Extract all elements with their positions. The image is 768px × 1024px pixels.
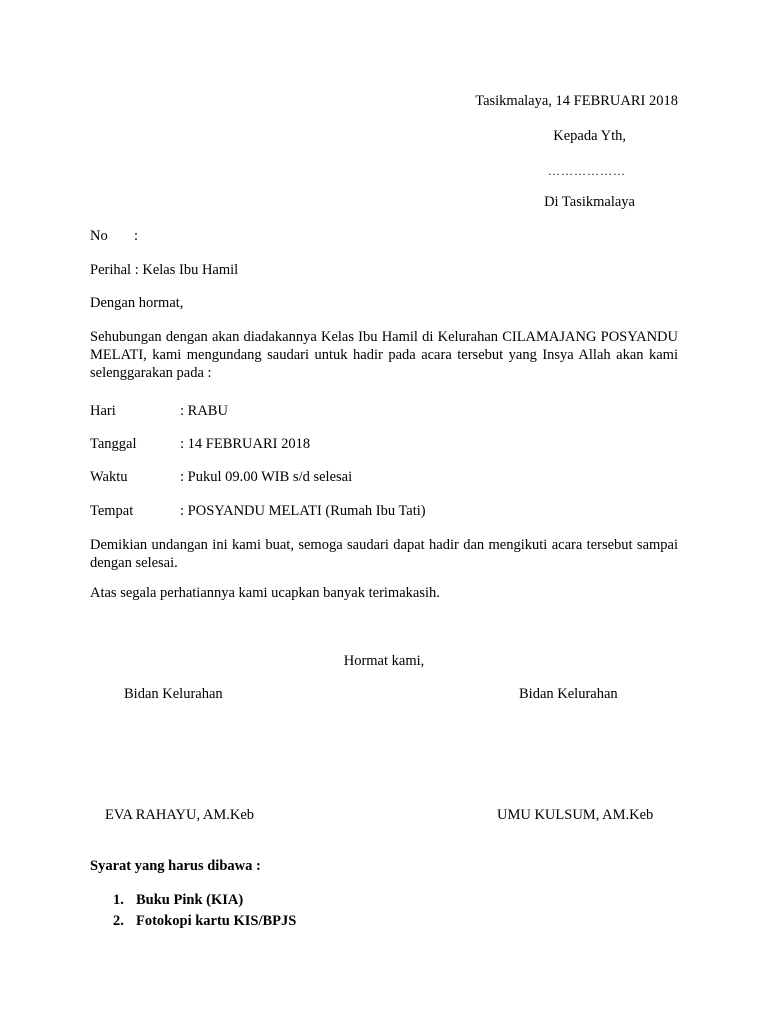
addressee-location: Di Tasikmalaya	[544, 194, 635, 210]
addressee-greeting: Kepada Yth,	[553, 128, 626, 144]
thanks-paragraph: Atas segala perhatiannya kami ucapkan banyak terimakasih.	[90, 585, 440, 601]
letter-subject: Perihal : Kelas Ibu Hamil	[90, 262, 239, 278]
signature-left-name: EVA RAHAYU, AM.Keb	[105, 807, 255, 823]
detail-value-place: : POSYANDU MELATI (Rumah Ibu Tati)	[180, 503, 426, 519]
list-item-text: Buku Pink (KIA)	[136, 892, 244, 908]
list-item-number: 1.	[113, 892, 124, 908]
regards: Hormat kami,	[343, 653, 425, 669]
intro-paragraph: Sehubungan dengan akan diadakannya Kelas Ibu Hamil di Kelurahan CILAMAJANG POSYANDU MELATI, kami mengundang saudari untuk hadir pada acara tersebut yang Insya Allah akan kami selenggarakan pada :	[90, 329, 678, 381]
list-item-text: Fotokopi kartu KIS/BPJS	[136, 913, 297, 929]
addressee-name-blank: ………………	[548, 164, 626, 178]
list-item-number: 2.	[113, 913, 124, 929]
letter-number-colon: :	[134, 228, 139, 244]
signature-right-title: Bidan Kelurahan	[519, 686, 618, 702]
closing-paragraph: Demikian undangan ini kami buat, semoga saudari dapat hadir dan mengikuti acara tersebut sampai dengan selesai.	[90, 537, 678, 571]
requirements-heading: Syarat yang harus dibawa :	[90, 858, 261, 874]
detail-label-time: Waktu	[90, 469, 128, 485]
detail-value-day: : RABU	[180, 403, 228, 419]
signature-right-name: UMU KULSUM, AM.Keb	[497, 807, 654, 823]
detail-value-time: : Pukul 09.00 WIB s/d selesai	[180, 469, 353, 485]
detail-value-date: : 14 FEBRUARI 2018	[180, 436, 311, 452]
salutation: Dengan hormat,	[90, 295, 184, 311]
signature-left-title: Bidan Kelurahan	[124, 686, 223, 702]
letter-number-label: No	[90, 228, 108, 244]
detail-label-day: Hari	[90, 403, 116, 419]
place-date: Tasikmalaya, 14 FEBRUARI 2018	[475, 93, 678, 109]
detail-label-place: Tempat	[90, 503, 134, 519]
detail-label-date: Tanggal	[90, 436, 137, 452]
